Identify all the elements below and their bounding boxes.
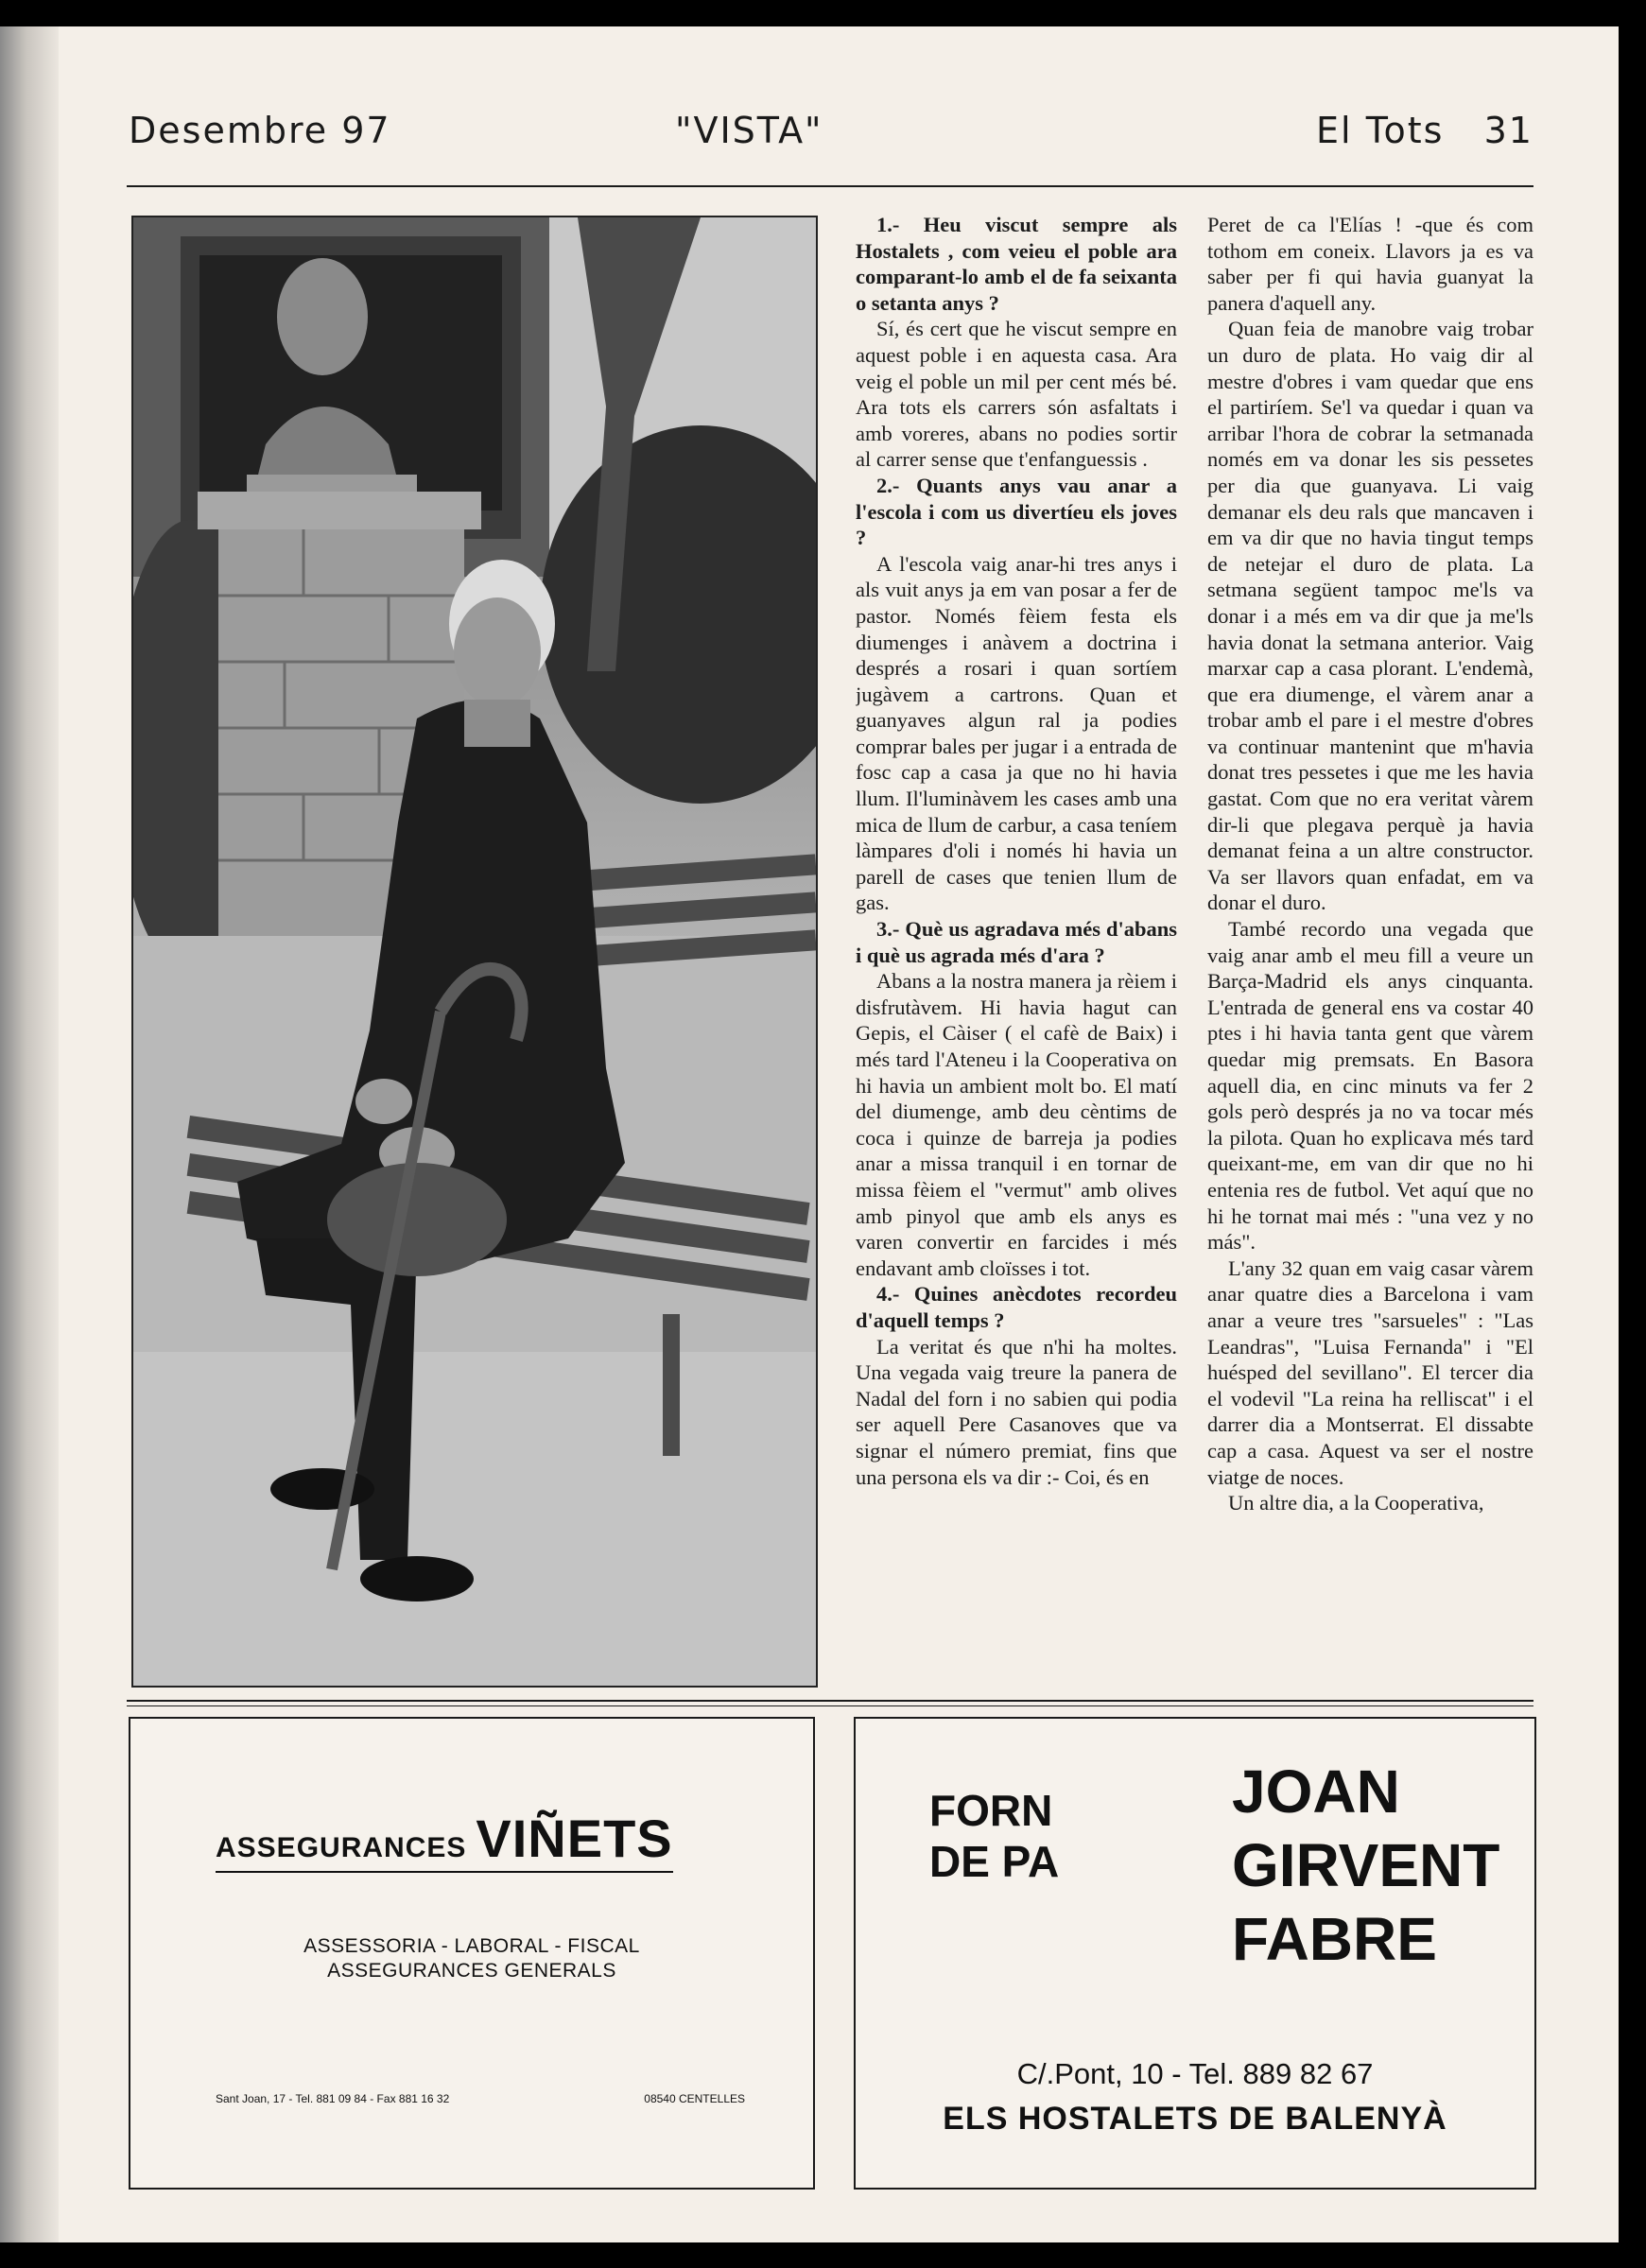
anecdote-barca: També recordo una vegada que vaig anar amb el meu fill a veure un Barça-Madrid els anys cinquanta. L'entrada de general ens va costar 40 ptes i hi havia tanta gent que vàrem quedar mig premsats. En Basora aquell dia, en cinc minuts va fer 2 gols però després ja no va tocar més la pilota. Quan ho explicava més tard queixant-me, em van dir que no hi entenia res de futbol. Vet aquí que no hi he tornat mai més : "una vez y no más". — [1207, 917, 1533, 1255]
article-column-1 — [856, 212, 1177, 1688]
answer-4-start: La veritat és que n'hi ha moltes. Una vegada vaig treure la panera de Nadal del forn i no sabien qui podia ser aquell Pere Casanoves que va signar el número premiat, fins que una persona els va dir :- Coi, és en — [856, 1334, 1177, 1489]
bleed-through-ghost — [187, 1757, 203, 1822]
anecdote-cooperativa: Un altre dia, a la Cooperativa, — [1228, 1491, 1484, 1515]
magazine-page — [0, 26, 1619, 2242]
page-gutter — [0, 26, 59, 2242]
ad2-name-line3: FABRE — [1232, 1905, 1437, 1973]
answer-4-continued: Peret de ca l'Elías ! -que és com tothom em coneix. Llavors ja es va saber per fi qui havia guanyat la panera d'aquell any. — [1207, 213, 1533, 315]
article-column-2 — [1207, 212, 1533, 1688]
question-3: 3.- Què us agradava més d'abans i què us agrada més d'ara ? — [856, 917, 1177, 967]
ad2-name-line1: JOAN — [1232, 1757, 1400, 1826]
ad2-forn-title — [929, 1785, 1059, 1887]
answer-2: A l'escola vaig anar-hi tres anys i als vuit anys ja em van posar a fer de pastor. Només fèiem festa els diumenges i anàvem a doctrina i després a rosari i quan sortíem jugàvem a cartrons. Quan et guanyaves algun ral ja podies comprar bales per jugar i a entrada de fosc cap a casa ja que no hi havia llum. Il'luminàvem les cases amb una mica de llum de carbur, a casa teníem làmpares d'oli i només hi havia un parell de cases que tenien llum de gas. — [856, 551, 1177, 915]
ad1-footer-town: 08540 CENTELLES — [644, 2092, 745, 2105]
ad1-footer — [216, 2092, 745, 2105]
ad1-brand — [216, 1808, 673, 1873]
ad1-brand-small: ASSEGURANCES — [216, 1832, 467, 1863]
answer-3: Abans a la nostra manera ja rèiem i disfrutàvem. Hi havia hagut can Gepis, el Càiser ( el cafè de Baix) i més tard l'Ateneu i la Cooperativa on hi havia un ambient molt bo. El matí del diumenge, amb deu cèntims de coca i quinze de barreja ja podies anar a missa tranquil i en tornar de missa fèiem el "vermut" amb olives amb pinyol que amb els anys es varen convertir en farcides i més endavant amb cloïsses i tot. — [856, 969, 1177, 1280]
header-page-number: El Tots 31 — [1316, 110, 1533, 151]
ad1-services-line1: ASSESSORIA - LABORAL - FISCAL — [303, 1935, 640, 1957]
ad2-forn-line1: FORN — [929, 1786, 1053, 1835]
photo-old-man-on-bench — [131, 216, 818, 1688]
ad2-address: C/.Pont, 10 - Tel. 889 82 67 — [1016, 2057, 1374, 2090]
header-date: Desembre 97 — [129, 110, 391, 151]
question-4: 4.- Quines anècdotes recordeu d'aquell temps ? — [856, 1282, 1177, 1332]
ads-rule — [127, 1700, 1533, 1702]
ad1-footer-address: Sant Joan, 17 - Tel. 881 09 84 - Fax 881 16 32 — [216, 2092, 450, 2105]
ad1-brand-big: VIÑETS — [476, 1809, 673, 1868]
ad2-name-line2: GIRVENT — [1232, 1831, 1500, 1899]
page-header — [129, 110, 1533, 178]
anecdote-duro: Quan feia de manobre vaig trobar un duro de plata. Ho vaig dir al mestre d'obres i vam quedar que ens el partiríem. Se'l va quedar i quan va arribar l'hora de cobrar la setmanada només em va donar les sis pessetes per dia que guanyava. Li vaig demanar els deu rals que mancaven i em va dir que no havia tingut temps de netejar el duro de plata. La setmana següent tampoc me'ls va donar i a més em va dir que ja me'ls havia donat la setmana anterior. Vaig marxar cap a casa plorant. L'endemà, que era diumenge, el vàrem anar a trobar amb el pare i el mestre d'obres va continuar mantenint que m'havia donat tres pessetes i que me les havia gastat. Com que no era veritat vàrem dir-li que plegava perquè ja havia demanat feina a un altre constructor. Va ser llavors quan enfadat, em va donar el duro. — [1207, 317, 1533, 915]
ad-assegurances-vinets — [129, 1717, 815, 2190]
ad-forn-de-pa — [854, 1717, 1536, 2190]
header-section: "VISTA" — [675, 110, 823, 151]
question-2: 2.- Quants anys vau anar a l'escola i com us divertíeu els joves ? — [856, 473, 1177, 550]
ad2-forn-line2: DE PA — [929, 1837, 1060, 1886]
ad2-town: ELS HOSTALETS DE BALENYÀ — [943, 2101, 1447, 2137]
header-rule — [127, 185, 1533, 187]
photo-illustration — [133, 217, 816, 1686]
ad2-owner-name — [1232, 1755, 1499, 1976]
question-1: 1.- Heu viscut sempre als Hostalets , com veieu el poble ara comparant-lo amb el de fa seixanta o setanta anys ? — [856, 213, 1177, 315]
answer-1: Sí, és cert que he viscut sempre en aquest poble i en aquesta casa. Ara veig el poble un mil per cent més bé. Ara tots els carrers són asfaltats i amb voreres, abans no podies sortir al carrer sense que t'enfanguessis . — [856, 317, 1177, 472]
anecdote-wedding: L'any 32 quan em vaig casar vàrem anar quatre dies a Barcelona i vam anar a veure tres "sarsueles" : "Las Leandras", "Luisa Fernanda" i "El huésped del sevillano". El tercer dia el vodevil "La reina ha relliscat" i el darrer dia a Montserrat. El dissabte cap a casa. Aquest va ser el nostre viatge de noces. — [1207, 1255, 1533, 1489]
ad1-services-line2: ASSEGURANCES GENERALS — [327, 1960, 616, 1982]
ads-rule-thin — [127, 1705, 1533, 1706]
ad1-services — [130, 1934, 813, 1983]
